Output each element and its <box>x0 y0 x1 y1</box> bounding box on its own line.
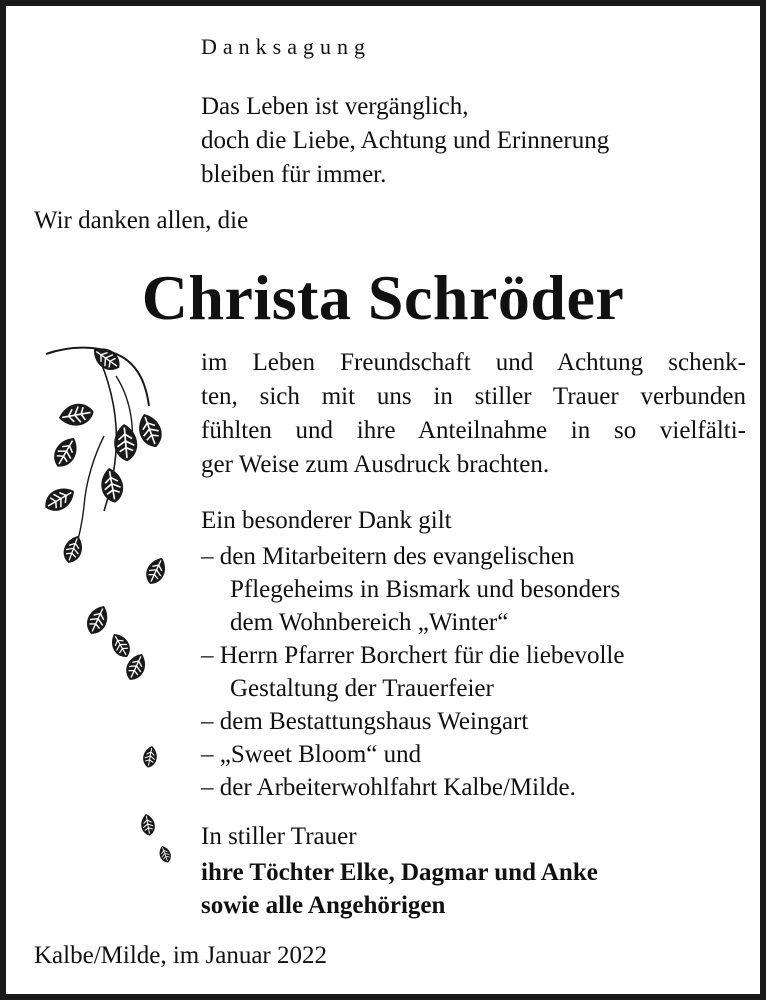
mourning-line: In stiller Trauer <box>201 823 357 850</box>
poem-line: Das Leben ist vergänglich, <box>201 93 469 120</box>
thanks-paragraph <box>201 346 746 482</box>
signature <box>201 856 598 922</box>
list-item-continuation: dem Wohnbereich „Winter“ <box>230 609 509 636</box>
list-item: – dem Bestattungshaus Weingart <box>201 708 529 735</box>
list-item: – „Sweet Bloom“ und <box>201 741 422 768</box>
list-item-continuation: Pflegeheims in Bismark und besonders <box>230 576 621 603</box>
deceased-name: Christa Schröder <box>141 262 625 333</box>
thanks-list <box>201 540 624 804</box>
poem-line: bleiben für immer. <box>201 161 387 188</box>
paragraph-line: ten, sich mit uns in stiller Trauer verbunden <box>201 383 746 410</box>
paragraph-line: im Leben Freundschaft und Achtung schenk- <box>201 349 746 376</box>
poem-line: doch die Liebe, Achtung und Erinnerung <box>201 127 610 154</box>
list-item: – Herrn Pfarrer Borchert für die liebevolle <box>201 642 625 669</box>
heading: Danksagung <box>201 34 371 59</box>
birch-leaves-icon <box>34 336 184 866</box>
poem <box>201 90 609 192</box>
signature-line: sowie alle Angehörigen <box>201 892 446 919</box>
paragraph-line: ger Weise zum Ausdruck brachten. <box>201 451 550 478</box>
paragraph-line: fühlten und ihre Anteilnahme in so vielfälti- <box>201 417 746 444</box>
place-date: Kalbe/Milde, im Januar 2022 <box>34 942 327 969</box>
signature-line: ihre Töchter Elke, Dagmar und Anke <box>201 859 598 886</box>
intro-text: Wir danken allen, die <box>34 207 249 234</box>
list-item-continuation: Gestaltung der Trauerfeier <box>230 675 494 702</box>
list-item: – den Mitarbeitern des evangelischen <box>201 543 575 570</box>
list-item: – der Arbeiterwohlfahrt Kalbe/Milde. <box>201 774 576 801</box>
special-thanks-intro: Ein besonderer Dank gilt <box>201 507 452 534</box>
